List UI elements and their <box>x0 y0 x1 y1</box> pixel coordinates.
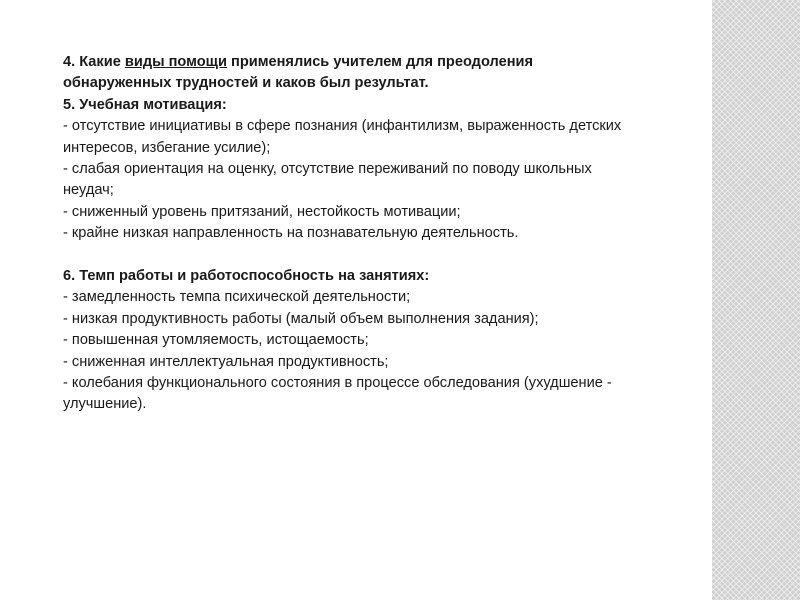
section4-heading-line1 <box>63 52 743 73</box>
section5-line: - отсутствие инициативы в сфере познания (инфантилизм, выраженность детских <box>63 118 622 135</box>
section6-line: - низкая продуктивность работы (малый объем выполнения задания); <box>63 310 539 327</box>
section4-heading-suffix: применялись учителем для преодоления <box>226 54 533 70</box>
section5-line: интересов, избегание усилие); <box>63 139 271 156</box>
section6-line: - колебания функционального состояния в процессе обследования (ухудшение - <box>63 375 612 392</box>
section5-line: - крайне низкая направленность на познавательную деятельность. <box>63 225 519 242</box>
section5-heading: 5. Учебная мотивация: <box>63 96 227 113</box>
section-spacer <box>63 245 743 266</box>
section5-line: - слабая ориентация на оценку, отсутствие переживаний по поводу школьных <box>63 161 592 178</box>
section5-line: неудач; <box>63 182 114 199</box>
section6-line: - сниженная интеллектуальная продуктивность; <box>63 353 389 370</box>
section4-heading-underlined: виды помощи <box>124 54 227 70</box>
section6-heading: 6. Темп работы и работоспособность на занятиях: <box>63 268 430 285</box>
section5-line: - сниженный уровень притязаний, нестойкость мотивации; <box>63 203 461 220</box>
slide-content <box>63 52 743 416</box>
section6-line: - замедленность темпа психической деятельности; <box>63 289 411 306</box>
section6-line: - повышенная утомляемость, истощаемость; <box>63 332 369 349</box>
section4-heading-prefix: 4. Какие <box>63 54 125 70</box>
section6-line: улучшение). <box>63 396 147 413</box>
section4-heading-line2: обнаруженных трудностей и каков был результат. <box>63 75 429 92</box>
